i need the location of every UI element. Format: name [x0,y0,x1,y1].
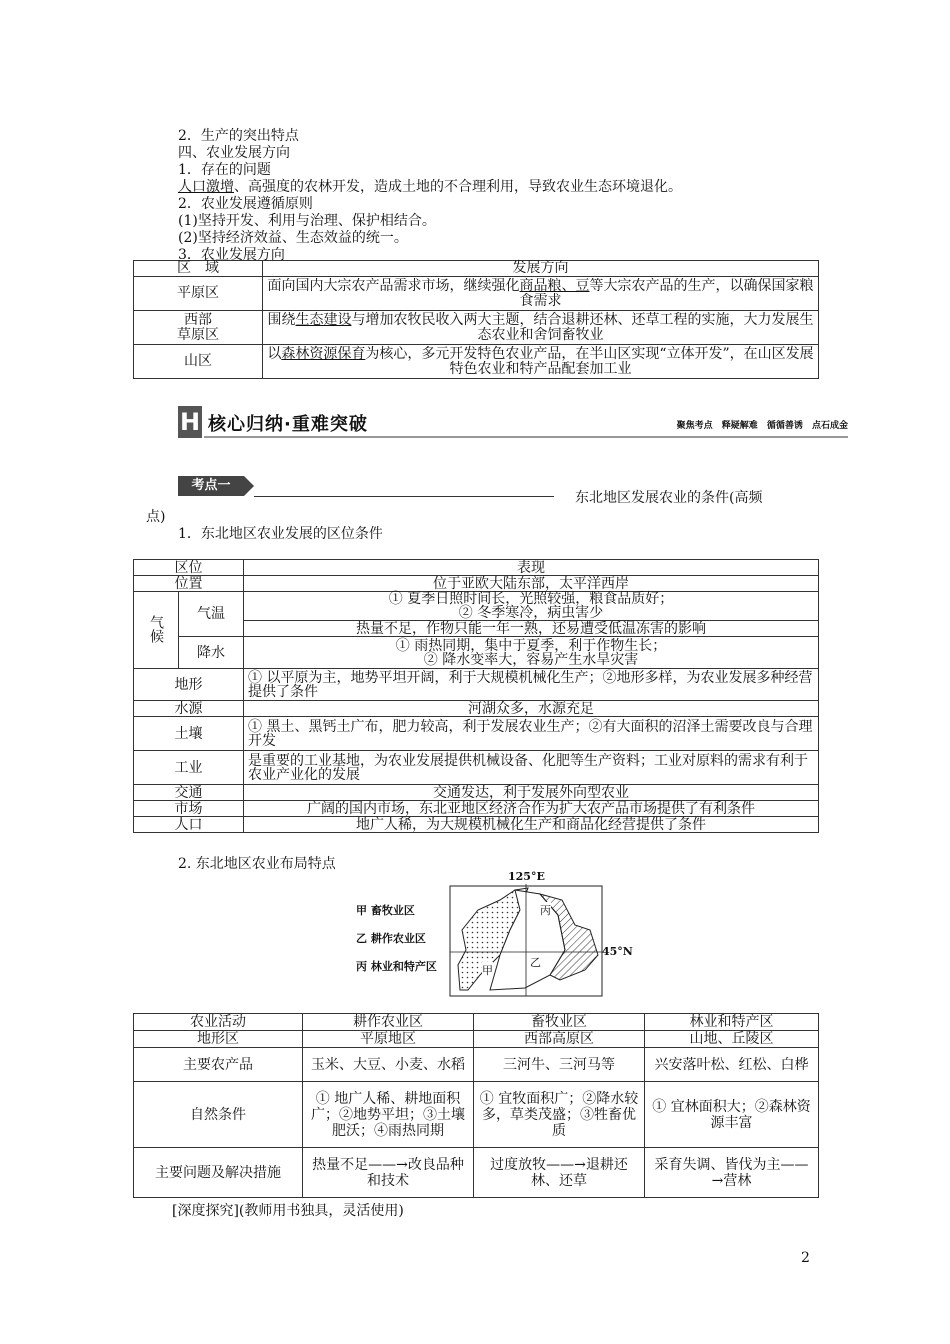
factor-cell [134,592,179,669]
intro-line-4-rest: 、高强度的农林开发，造成土地的不合理利用，导致农业生态环境退化。 [234,179,682,195]
intro-line-5: 2．农业发展遵循原则 [178,196,313,212]
banner-title: 核心归纳·重难突破 [208,414,368,435]
text: 草原区 [177,326,219,343]
text: 与增加农牧民收入两大主题，结合退耕还林、还草工程的实施，大力发展生态农业和舍饲畜牧业 [351,311,814,343]
text: ① 夏季日照时间长，光照较强，粮食品质好； [388,591,674,607]
row-label: 自然条件 [134,1082,303,1148]
table-header: 区位 [134,560,244,576]
table-header: 发展方向 [263,261,819,277]
value-cell [244,592,819,621]
row-label: 主要问题及解决措施 [134,1148,303,1198]
banner-underline [204,436,848,438]
value-cell: 地广人稀，为大规模机械化生产和商品化经营提供了条件 [244,817,819,833]
table-cell: 热量不足——→改良品种和技术 [303,1148,474,1198]
banner-letter: H [179,408,201,436]
direction-cell [263,345,819,379]
kaodian-title: 东北地区发展农业的条件(高频 [575,490,763,506]
table-cell: 兴安落叶松、红松、白桦 [645,1048,819,1082]
subfactor-cell: 降水 [179,637,244,669]
text: 西部 [184,311,212,328]
kaodian-tag [178,474,254,498]
section-banner [178,406,848,438]
value-cell [244,637,819,669]
map-label-jia: 甲 [482,964,493,977]
text: 以 [267,345,282,362]
table-header: 耕作农业区 [303,1014,474,1031]
text: ② 降水变率大，容易产生水旱灾害 [423,651,639,668]
intro-line-4 [178,179,682,195]
legend-yi: 乙 耕作农业区 [356,932,426,945]
value-cell: ① 黑土、黑钙土广布，肥力较高，利于发展农业生产；②有大面积的沼泽土需要改良与合理开发 [244,717,819,751]
table-cell: 山地、丘陵区 [645,1031,819,1048]
text: ① 雨热同期，集中于夏季，利于作物生长； [395,637,667,654]
table-cell: 西部高原区 [474,1031,645,1048]
table-cell: 平原地区 [303,1031,474,1048]
direction-cell [263,277,819,311]
factor-cell: 地形 [134,669,244,701]
region-cell [134,311,263,345]
value-cell: 位于亚欧大陆东部，太平洋西岸 [244,576,819,592]
value-cell: 是重要的工业基地，为农业发展提供机械设备、化肥等生产资料；工业对原料的需求有利于农业产业化的发展 [244,751,819,785]
agriculture-layout-table [133,1013,819,1198]
text: 等大宗农产品的生产，以确保国家粮食需求 [519,277,814,309]
value-cell: 热量不足，作物只能一年一熟，还易遭受低温冻害的影响 [244,621,819,637]
table-cell: ① 地广人稀、耕地面积广；②地势平坦；③土壤肥沃；④雨热同期 [303,1082,474,1148]
kaodian-title-cont: 点) [146,509,166,525]
factor-cell: 市场 [134,801,244,817]
row-label: 主要农产品 [134,1048,303,1082]
latitude-label: 45°N [602,945,633,958]
intro-line-8: 3．农业发展方向 [178,247,285,263]
kaodian-rule [254,496,554,497]
location-conditions-table [133,559,819,833]
text: ② 冬季寒冷，病虫害少 [458,605,604,621]
factor-cell: 水源 [134,701,244,717]
region-cell: 平原区 [134,277,263,311]
factor-cell: 人口 [134,817,244,833]
factor-cell: 位置 [134,576,244,592]
text: 围绕 [267,311,296,328]
subheading-2: 2. 东北地区农业布局特点 [178,856,336,872]
underlined-term: 森林资源保育 [281,345,366,362]
map-label-yi: 乙 [530,956,541,969]
legend-jia: 甲 畜牧业区 [356,904,415,917]
table-cell: 过度放牧——→退耕还林、还草 [474,1148,645,1198]
banner-slogan: 聚焦考点 释疑解难 循循善诱 点石成金 [676,421,848,431]
intro-line-1: 2．生产的突出特点 [178,128,299,144]
table-cell: 玉米、大豆、小麦、水稻 [303,1048,474,1082]
region-cell: 山区 [134,345,263,379]
table-header: 农业活动 [134,1014,303,1031]
underlined-term: 人口激增 [178,179,234,195]
table-header: 表现 [244,560,819,576]
table-cell: ① 宜林面积大；②森林资源丰富 [645,1082,819,1148]
table-cell: 三河牛、三河马等 [474,1048,645,1082]
value-cell: 河湖众多，水源充足 [244,701,819,717]
northeast-agriculture-map [350,870,633,1000]
factor-cell: 交通 [134,785,244,801]
value-cell: ① 以平原为主，地势平坦开阔，利于大规模机械化生产；②地形多样，为农业发展多种经营提供了条件 [244,669,819,701]
value-cell: 广阔的国内市场，东北亚地区经济合作为扩大农产品市场提供了有利条件 [244,801,819,817]
table-header: 畜牧业区 [474,1014,645,1031]
underlined-term: 商品粮、豆 [519,277,590,294]
intro-line-7: (2)坚持经济效益、生态效益的统一。 [178,230,408,246]
subfactor-cell: 气温 [179,592,244,637]
row-label: 地形区 [134,1031,303,1048]
underlined-term: 生态建设 [295,311,352,328]
factor-cell: 土壤 [134,717,244,751]
intro-line-3: 1．存在的问题 [178,162,271,178]
text: 为核心，多元开发特色农业产品，在半山区实现“立体开发”，在山区发展特色农业和特产品配套加工业 [365,345,814,377]
page-number: 2 [801,1250,810,1266]
footer-note: [深度探究](教师用书独具，灵活使用) [172,1203,404,1219]
development-direction-table [133,260,819,379]
value-cell: 交通发达，利于发展外向型农业 [244,785,819,801]
intro-line-2: 四、农业发展方向 [178,145,290,161]
table-header: 林业和特产区 [645,1014,819,1031]
legend-bing: 丙 林业和特产区 [356,960,437,973]
climate-label: 气候 [148,614,164,643]
subheading-1: 1．东北地区农业发展的区位条件 [178,526,383,542]
kaodian-label: 考点一 [178,476,244,496]
table-cell: ① 宜牧面积广；②降水较多，草类茂盛；③牲畜优质 [474,1082,645,1148]
text: 面向国内大宗农产品需求市场，继续强化 [267,277,520,294]
factor-cell: 工业 [134,751,244,785]
table-header: 区 域 [134,261,263,277]
longitude-label: 125°E [508,870,545,883]
intro-line-6: (1)坚持开发、利用与治理、保护相结合。 [178,213,436,229]
map-label-bing: 丙 [540,904,551,917]
direction-cell [263,311,819,345]
tag-arrow-icon [244,476,254,496]
table-cell: 采育失调、皆伐为主——→营林 [645,1148,819,1198]
